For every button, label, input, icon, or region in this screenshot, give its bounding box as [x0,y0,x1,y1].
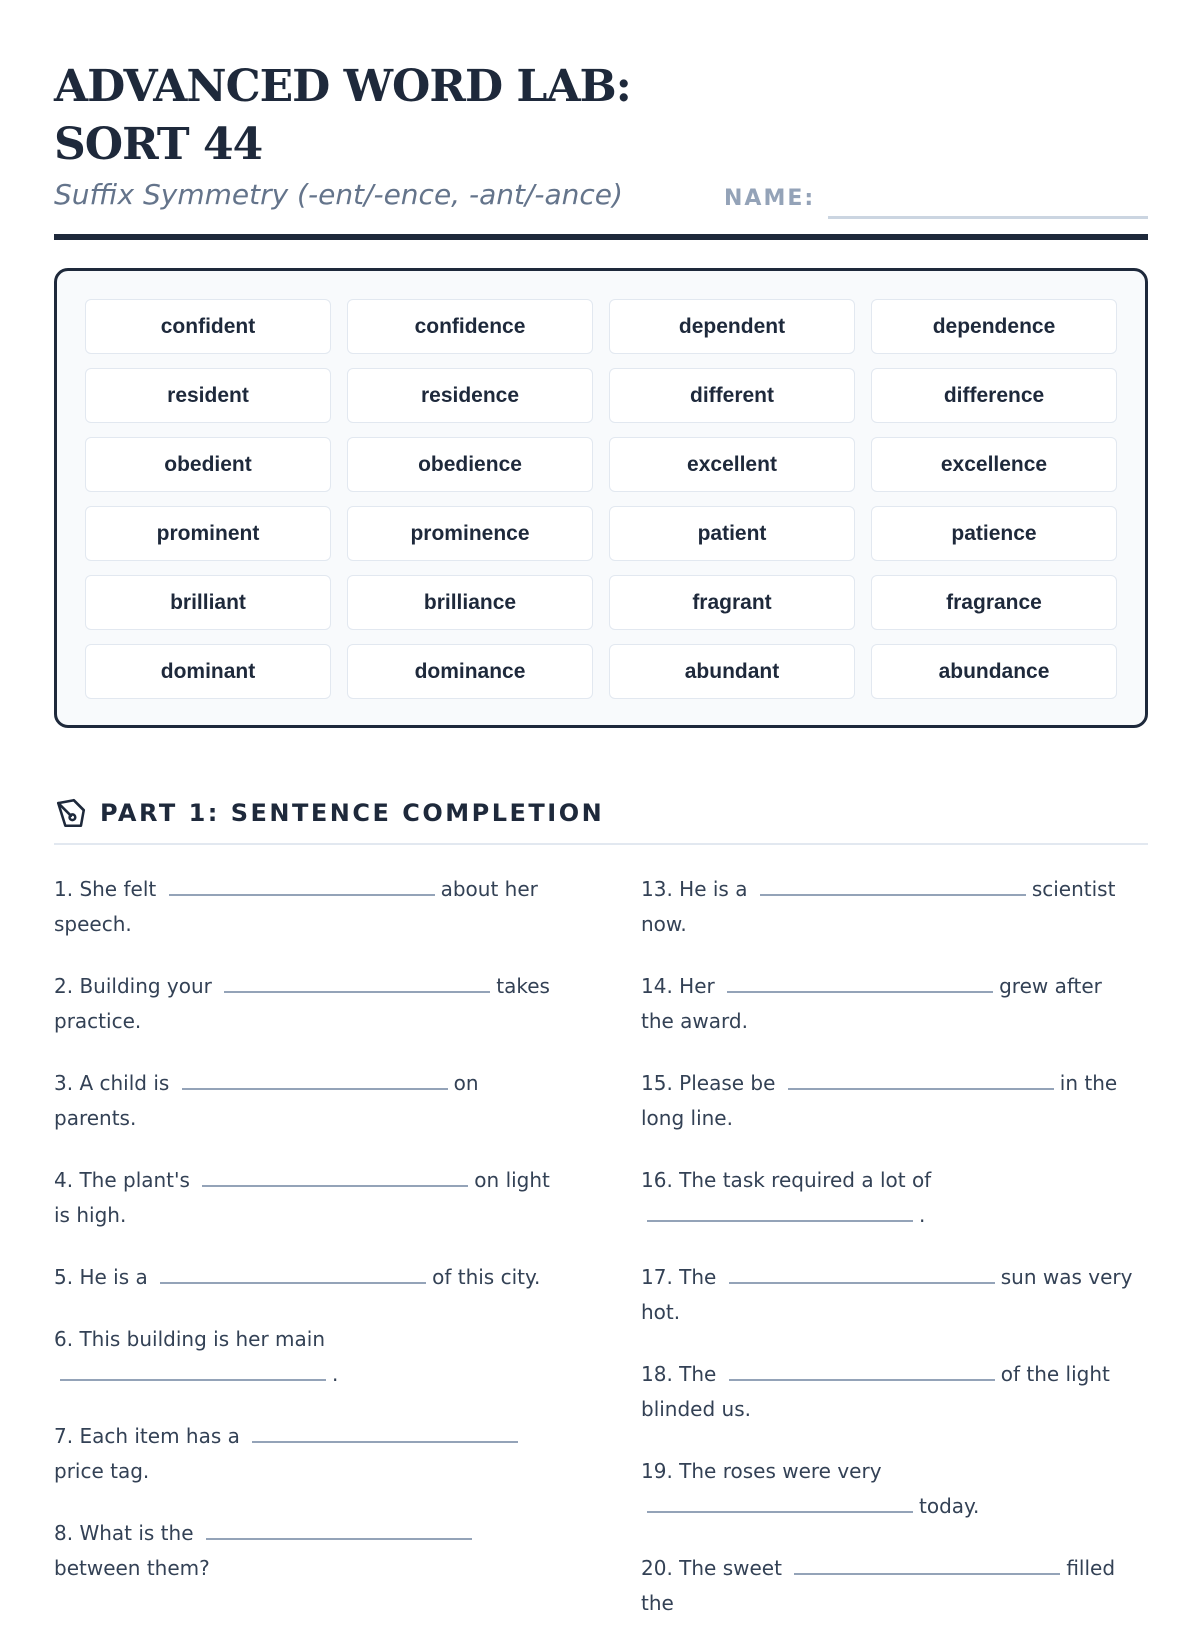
answer-blank[interactable] [760,872,1026,896]
question-text-after: on light is high. [54,1168,550,1227]
question-item [54,1322,554,1392]
question-text-before: 13. He is a [641,877,748,901]
question-item [54,1516,554,1586]
title-line-2: SORT 44 [54,119,263,170]
question-text-after: of the light blinded us. [641,1362,1110,1421]
question-item [641,1066,1141,1136]
question-text-before: 3. A child is [54,1071,170,1095]
answer-blank[interactable] [224,969,490,993]
question-text-after: price tag. [54,1459,150,1483]
question-item [641,872,1141,942]
word-card[interactable]: dependent [609,299,855,354]
answer-blank[interactable] [252,1419,518,1443]
word-card[interactable]: brilliance [347,575,593,630]
question-item [641,1454,1141,1524]
question-text-before: 1. She felt [54,877,157,901]
question-text-after: takes practice. [54,974,550,1033]
page-title [54,58,754,174]
question-text-before: 18. The [641,1362,717,1386]
question-item [54,969,554,1039]
question-text-before: 16. The task required a lot of [641,1168,932,1192]
question-item [641,1551,1141,1621]
word-card[interactable]: excellence [871,437,1117,492]
word-card[interactable]: patient [609,506,855,561]
answer-blank[interactable] [794,1551,1060,1575]
question-text-after: grew after the award. [641,974,1102,1033]
answer-blank[interactable] [182,1066,448,1090]
word-card[interactable]: fragrant [609,575,855,630]
header-divider [54,234,1148,240]
word-card[interactable]: difference [871,368,1117,423]
answer-blank[interactable] [169,872,435,896]
section-header [54,795,604,831]
question-item [641,1163,1141,1233]
question-text-after: in the long line. [641,1071,1118,1130]
page-subtitle: Suffix Symmetry (-ent/-ence, -ant/-ance) [54,178,623,211]
question-text-after: about her speech. [54,877,538,936]
question-text-before: 17. The [641,1265,717,1289]
question-text-after: . [919,1203,926,1227]
word-card[interactable]: residence [347,368,593,423]
questions-left-column [54,872,554,1613]
word-card[interactable]: patience [871,506,1117,561]
answer-blank[interactable] [647,1198,913,1222]
word-card[interactable]: obedience [347,437,593,492]
word-card[interactable]: abundance [871,644,1117,699]
section-divider [54,843,1148,845]
word-card[interactable]: confidence [347,299,593,354]
question-item [54,872,554,942]
word-card[interactable]: prominent [85,506,331,561]
question-item [54,1260,554,1295]
answer-blank[interactable] [788,1066,1054,1090]
question-text-after: . [332,1362,339,1386]
word-card[interactable]: prominence [347,506,593,561]
word-bank [54,268,1148,728]
question-item [54,1066,554,1136]
questions-right-column [641,872,1141,1648]
question-text-after: on parents. [54,1071,479,1130]
answer-blank[interactable] [202,1163,468,1187]
answer-blank[interactable] [60,1357,326,1381]
question-text-before: 20. The sweet [641,1556,782,1580]
question-text-before: 6. This building is her main [54,1327,325,1351]
name-field[interactable] [828,216,1148,219]
pen-nib-icon [54,796,88,830]
question-text-after: of this city. [432,1265,541,1289]
word-card[interactable]: different [609,368,855,423]
title-line-1: ADVANCED WORD LAB: [54,61,631,112]
word-card[interactable]: abundant [609,644,855,699]
question-text-before: 5. He is a [54,1265,148,1289]
question-text-before: 8. What is the [54,1521,194,1545]
word-card[interactable]: excellent [609,437,855,492]
answer-blank[interactable] [206,1516,472,1540]
question-item [641,1260,1141,1330]
word-card[interactable]: brilliant [85,575,331,630]
word-card[interactable]: resident [85,368,331,423]
question-text-before: 2. Building your [54,974,212,998]
word-card[interactable]: dependence [871,299,1117,354]
answer-blank[interactable] [729,1260,995,1284]
question-item [54,1419,554,1489]
word-card[interactable]: confident [85,299,331,354]
word-card[interactable]: dominant [85,644,331,699]
answer-blank[interactable] [160,1260,426,1284]
answer-blank[interactable] [729,1357,995,1381]
question-text-before: 14. Her [641,974,715,998]
question-text-after: sun was very hot. [641,1265,1133,1324]
name-label: NAME: [724,186,816,211]
word-grid [85,299,1117,699]
question-item [641,1357,1141,1427]
question-text-after: between them? [54,1556,210,1580]
question-text-before: 15. Please be [641,1071,776,1095]
question-text-after: scientist now. [641,877,1116,936]
question-text-after: filled the [641,1556,1116,1615]
word-card[interactable]: fragrance [871,575,1117,630]
word-card[interactable]: dominance [347,644,593,699]
answer-blank[interactable] [647,1489,913,1513]
word-card[interactable]: obedient [85,437,331,492]
answer-blank[interactable] [727,969,993,993]
question-text-before: 7. Each item has a [54,1424,240,1448]
question-text-after: today. [919,1494,980,1518]
question-text-before: 4. The plant's [54,1168,190,1192]
question-item [54,1163,554,1233]
question-text-before: 19. The roses were very [641,1459,882,1483]
question-item [641,969,1141,1039]
section-title: PART 1: SENTENCE COMPLETION [100,799,605,827]
